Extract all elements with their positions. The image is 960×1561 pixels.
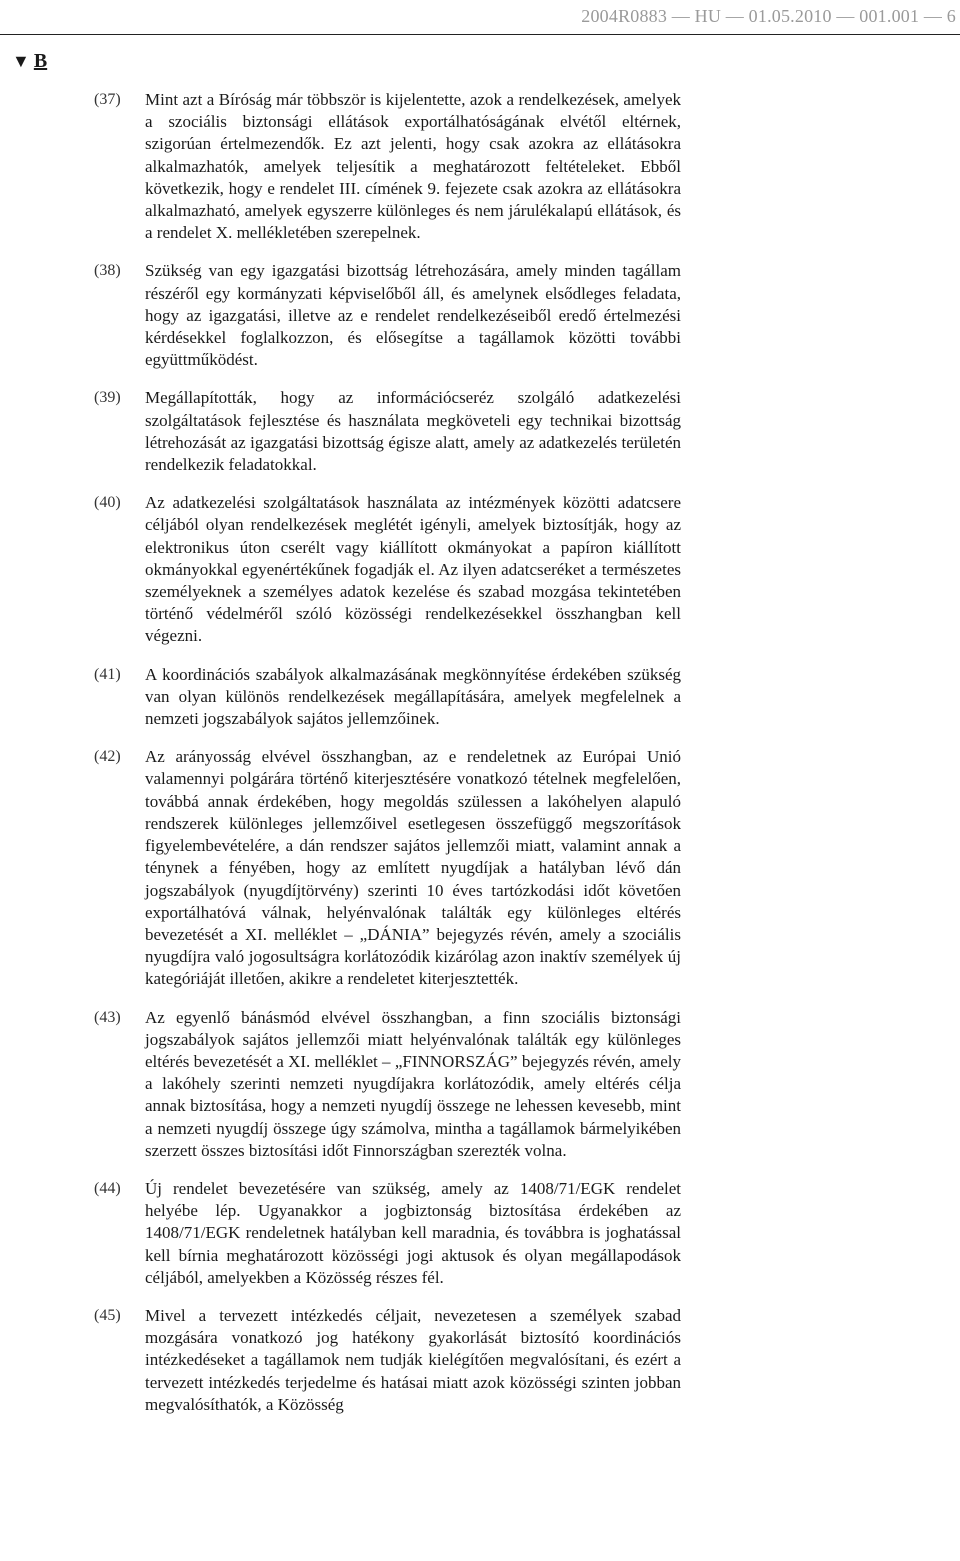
recital-number: (43) <box>94 1008 121 1026</box>
recital-41 <box>0 664 960 731</box>
recital-text: Megállapították, hogy az információcseréz szolgáló adatkezelési szolgáltatások fejlesztése és használata megköveteli egy technikai bizottság létrehozását az igazgatási bizottság égisze alatt, amely az adatkezelés területén rendelkezik feladatokkal. <box>145 388 681 475</box>
recital-text: Mint azt a Bíróság már többször is kijelentette, azok a rendelkezések, amelyek a szociális biztonsági ellátások exportálhatóságának elvétől eltérnek, szigorúan értelmezendők. Ez azt jelenti, hogy csak azokra az ellátásokra alkalmazhatók, amelyek teljesítik a meghatározott feltételeket. Ebből következik, hogy e rendelet III. címének 9. fejezete csak azokra az ellátásokra alkalmazható, amelyek egyszerre különleges és nem járulékalapú ellátások, és a rendelet X. mellékletében szerepelnek. <box>145 90 681 243</box>
recital-number: (41) <box>94 665 121 683</box>
section-letter: B <box>33 50 48 72</box>
recital-text: Az egyenlő bánásmód elvével összhangban, a finn szociális biztonsági jogszabályok sajátos jellemzői miatt helyénvalónak találták egy különleges eltérés bevezetését a XI. melléklet – „FINNORSZÁG” bejegyzés révén, amely a lakóhely szerinti nemzeti nyugdíjakra korlátozódik, amely eltérés célja annak biztosítása, hogy a nemzeti nyugdíj összege ne lehessen kevesebb, mint a nemzeti nyugdíj összege úgy számolva, mintha a tagállamok bármelyikében szerzett összes biztosítási időt Finnországban szerezték volna. <box>145 1007 681 1160</box>
triangle-down-icon: ▼ <box>12 51 30 71</box>
section-marker <box>12 50 47 73</box>
recital-number: (44) <box>94 1179 121 1197</box>
recital-number: (45) <box>94 1306 121 1324</box>
recital-number: (42) <box>94 748 121 766</box>
recital-text: Mivel a tervezett intézkedés céljait, nevezetesen a személyek szabad mozgására vonatkozó jog hatékony gyakorlását biztosító koordinációs intézkedéseket a tagállamok nem tudják kielégítően megvalósítani, és ezért a tervezett intézkedés terjedelme és hatásai miatt azok közösségi szinten jobban megvalósíthatók, a Közösség <box>145 1305 681 1414</box>
recital-38 <box>0 260 960 371</box>
recital-text: A koordinációs szabályok alkalmazásának megkönnyítése érdekében szükség van olyan különös rendelkezések megállapítására, amelyek megfelelnek a nemzeti jogszabályok sajátos jellemzőinek. <box>145 664 681 729</box>
recital-43 <box>0 1007 960 1162</box>
document-reference: 2004R0883 — HU — 01.05.2010 — 001.001 — 6 <box>581 6 956 26</box>
recital-42 <box>0 746 960 990</box>
page-header <box>0 0 960 35</box>
recital-40 <box>0 492 960 647</box>
recital-37 <box>0 89 960 244</box>
recital-text: Új rendelet bevezetésére van szükség, amely az 1408/71/EGK rendelet helyébe lép. Ugyanakkor a jogbiztonság biztosítása érdekében az 1408/71/EGK rendeletnek hatályban kell maradnia, és továbbra is joghatással kell bírnia meghatározott közösségi jogi aktusok és olyan megállapodások céljából, amelyekben a Közösség részes fél. <box>145 1178 681 1287</box>
recital-number: (37) <box>94 91 121 108</box>
recital-39 <box>0 387 960 476</box>
recital-44 <box>0 1178 960 1289</box>
recital-text: Szükség van egy igazgatási bizottság létrehozására, amely minden tagállam részéről egy kormányzati képviselőből áll, és amelynek elsődleges feladata, hogy az igazgatási, illetve az e rendelet rendelkezéseiből eredő értelmezési kérdésekkel foglalkozzon, és elősegítse a tagállamok közötti további együttműködést. <box>145 261 681 370</box>
recital-45 <box>0 1305 960 1416</box>
recital-number: (39) <box>94 389 121 407</box>
recital-text: Az adatkezelési szolgáltatások használata az intézmények közötti adatcsere céljából olyan rendelkezések meglétét igényli, amelyek biztosítják, hogy az elektronikus úton cserélt vagy kiállított okmányokat a papíron kiállított okmányokkal egyenértékűnek fogadják el. Az ilyen adatcseréket a természetes személyeknek a személyes adatok kezelése és szabad mozgása tekintetében történő védelméről szóló közösségi rendelkezésekkel összhangban kell végezni. <box>145 493 681 646</box>
recital-number: (38) <box>94 262 121 280</box>
recital-number: (40) <box>94 494 121 512</box>
recitals-list <box>0 89 960 1432</box>
recital-text: Az arányosság elvével összhangban, az e rendeletnek az Európai Unió valamennyi polgárára történő kiterjesztésére vonatkozó tételnek megfelelően, továbbá annak érdekében, hogy megoldás szülessen a lakóhelyen alapuló rendszerek különleges jellemzőivel esetlegesen összefüggő megszorítások figyelembevételére, a dán rendszer sajátos jellemzői miatt, valamint annak a ténynek a fényében, hogy az említett nyugdíjak a hatályban lévő dán jogszabályok (nyugdíjtörvény) szerinti 10 éves tartózkodási időt követően exportálhatóvá válnak, helyénvalónak találták egy különleges eltérés bevezetését a XI. melléklet – „DÁNIA” bejegyzés révén, amely a szociális nyugdíjra való jogosultságra korlátozódik kizárólag azon inaktív személyek új kategóriáját illetően, akikre a rendeletet kiterjesztették. <box>145 747 681 989</box>
